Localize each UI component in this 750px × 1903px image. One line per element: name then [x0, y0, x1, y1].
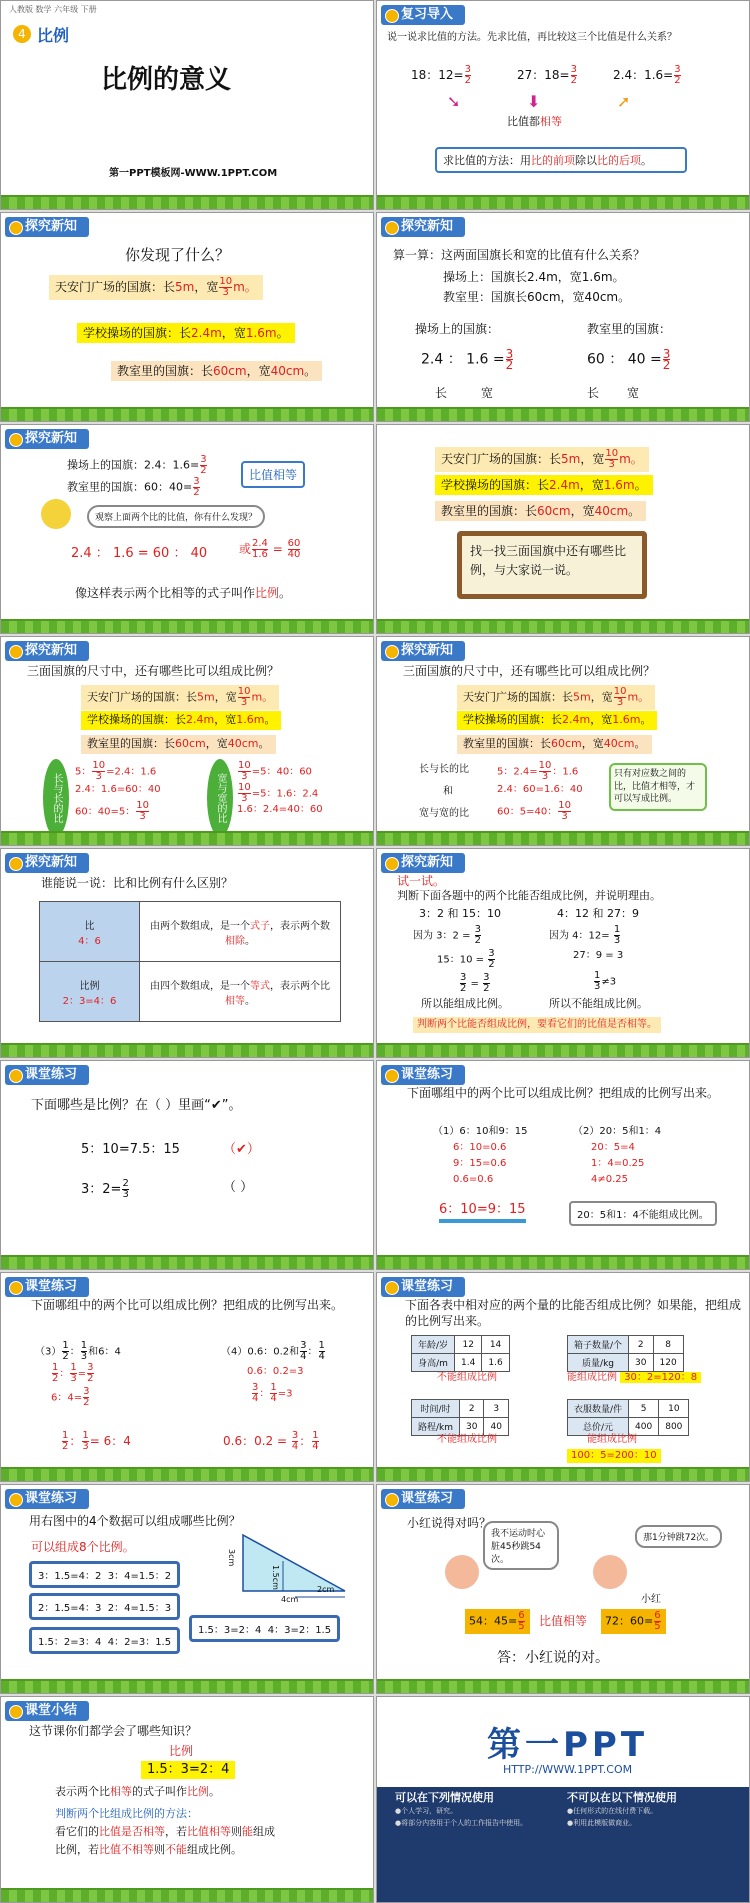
slide-header: 探究新知	[381, 641, 465, 661]
leaf-label-width: 宽与宽的比	[207, 759, 233, 837]
question: 判断下面各题中的两个比能否组成比例，并说明理由。	[397, 889, 661, 902]
slide-more-ratios: 探究新知 三面国旗的尺寸中，还有哪些比可以组成比例？ 天安门广场的国旗：长5m，宽 $\frac{10}{3}$ m。 学校操场的国旗：长2.4m，宽1.6m。 教室里的国旗：长60cm，宽40cm。 长与长的比 宽与宽的比 5： $\frac{10}{3}$ =2.4：1.6 2.4：1.6=60：40 60：40=5： $\frac{10}{3}$ $\frac{10}{3}$ =5：40：60 $\frac{10}{3}$ =5：1.6：2.4 1.6：2.4=40：60	[0, 636, 374, 846]
grass-decoration	[377, 1255, 749, 1269]
label-width: 宽	[627, 386, 640, 400]
eq2-frac: $\frac{3}{2}$	[570, 64, 577, 86]
slide-try: 探究新知 试一试。 判断下面各题中的两个比能否组成比例，并说明理由。 3：2 和 15：10 4：12 和 27：9 因为 3：2 = $\frac{3}{2}$ 15：10 = $\frac{3}{2}$ $\frac{3}{2}$ = $\frac{3}{2}$ 所以能组成比例。 因为 4：12= $\frac{1}{3}$ 27：9 = 3 $\frac{1}{3}$ ≠3 所以不能组成比例。 判断两个比能否组成比例，要看它们的比值是否相等。	[376, 848, 750, 1058]
arrow-icon: ➘	[447, 92, 461, 111]
slide-review: 复习导入 说一说求比值的方法。先求比值，再比较这三个比值是什么关系？ 18：12= $\frac{3}{2}$ 27：18= $\frac{3}{2}$ 2.4：1.6= $\frac{3}{2}$ ➘ ⬇ ➚ 比值都相等 求比值的方法：用比的前项除以比的后项。	[376, 0, 750, 210]
slide-header: 课堂练习	[381, 1065, 465, 1085]
flag-classroom: 教室里的国旗：长60cm，宽40cm。	[111, 361, 322, 381]
slide-header: 课堂练习	[5, 1277, 89, 1297]
slide-exercise-1: 课堂练习 下面哪些是比例？在（ ）里画“✔”。 5：10=7.5：15 （✔） 3：2= $\frac{2}{3}$ （ ）	[0, 1060, 374, 1270]
eq3: 2.4：1.6=	[613, 68, 674, 82]
summary: 像这样表示两个比相等的式子叫作	[75, 586, 256, 600]
eq1: 2.4 ： 1.6 =	[421, 351, 505, 368]
note-box: 求比值的方法：用比的前项除以比的后项。	[435, 147, 687, 173]
slide-header: 探究新知	[5, 217, 89, 237]
ratio-pair: 3：1.5=4：2 3：4=1.5：2	[29, 1561, 180, 1588]
ratio-pair: 1.5：2=3：4 4：2=3：1.5	[29, 1627, 180, 1654]
table-clothes-price: 衣服数量/件 5 10 总价/元 400 800	[567, 1399, 689, 1436]
slide-header: 探究新知	[381, 217, 465, 237]
check-answer[interactable]: （✔）	[223, 1142, 260, 1157]
grass-decoration	[1, 619, 373, 633]
grass-decoration	[1, 1888, 373, 1902]
question: 用右图中的4个数据可以组成哪些比例？	[29, 1514, 241, 1528]
slide-header: 探究新知	[381, 853, 465, 873]
line1: 操场上的国旗：2.4：1.6=	[67, 458, 200, 472]
proportion-frac: 或 $\frac{2.4}{1.6}$ = $\frac{60}{40}$	[239, 538, 301, 560]
slide-exercise-5: 课堂练习 用右图中的4个数据可以组成哪些比例？ 可以组成8个比例。 3：1.5=4：2 3：4=1.5：2 2：1.5=4：3 2：4=1.5：3 1.5：2=3：4 4：2=3：1.5 1.5：3=2：4 4：3=2：1.5 3cm 1.5cm 4cm 2cm	[0, 1484, 374, 1694]
flag-tiananmen: 天安门广场的国旗：长5m，宽 $\frac{10}{3}$ m。	[435, 447, 649, 472]
slide-header: 课堂小结	[5, 1701, 89, 1721]
girl-xiaohong-icon	[593, 1555, 627, 1589]
slide-flags	[0, 212, 374, 422]
grass-decoration	[1, 195, 373, 209]
breadcrumb: 人教版 数学 六年级 下册	[9, 5, 97, 14]
grass-decoration	[377, 1467, 749, 1481]
eq2: 60 ： 40 =	[587, 351, 662, 368]
question: 下面哪组中的两个比可以组成比例？把组成的比例写出来。	[407, 1086, 720, 1100]
ratio-pair: 2：1.5=4：3 2：4=1.5：3	[29, 1593, 180, 1620]
leaf-label-length: 长与长的比	[43, 759, 69, 837]
unit-number: 4	[13, 25, 31, 43]
wooden-board: 找一找三面国旗中还有哪些比例，与大家说一说。	[457, 531, 647, 599]
label-length: 长	[435, 386, 448, 400]
grass-decoration	[1, 1043, 373, 1057]
eq1: 18：12=	[411, 68, 464, 82]
slide-ratio-equal: 探究新知 操场上的国旗：2.4：1.6= $\frac{3}{2}$ 教室里的国旗：60：40= $\frac{3}{2}$ 比值相等 观察上面两个比的比值，你有什么发现？ 2.4 ： 1.6 = 60 ： 40 或 $\frac{2.4}{1.6}$ = $\frac{60}{40}$ 像这样表示两个比相等的式子叫作比例。	[0, 424, 374, 634]
answer-2: 20：5和1：4不能组成比例。	[569, 1201, 717, 1226]
question: 下面哪组中的两个比可以组成比例？把组成的比例写出来。	[31, 1298, 344, 1312]
flag-tiananmen: 天安门广场的国旗：长5m，宽 $\frac{10}{3}$ m。	[49, 275, 263, 300]
slide-header: 探究新知	[5, 429, 89, 449]
slide-summary: 课堂小结 这节课你们都学会了哪些知识？ 比例 1.5：3=2：4 表示两个比相等的式子叫作比例。 判断两个比组成比例的方法： 看它们的比值是否相等，若比值相等则能组成 比例，若比值不相等则不能组成比例。	[0, 1696, 374, 1903]
slide-header: 复习导入	[381, 5, 465, 25]
grass-decoration	[1, 1255, 373, 1269]
unit-name: 比例	[37, 26, 70, 45]
label-playground: 操场上的国旗：	[415, 322, 500, 336]
grass-decoration	[377, 831, 749, 845]
slide-title	[0, 0, 374, 210]
grass-decoration	[1, 1679, 373, 1693]
answer: 可以组成8个比例。	[31, 1540, 135, 1554]
grass-decoration	[377, 619, 749, 633]
question: 下面哪些是比例？在（ ）里画“✔”。	[31, 1098, 242, 1113]
table-box-mass: 箱子数量/个 2 8 质量/kg 30 120	[567, 1335, 684, 1372]
speech-bubble: 我不运动时心脏45秒跳54次。	[483, 1521, 559, 1570]
grass-decoration	[377, 195, 749, 209]
question: 你发现了什么？	[125, 246, 231, 264]
slide-exercise-2: 课堂练习 下面哪组中的两个比可以组成比例？把组成的比例写出来。 （1）6：10和9：15 （2）20：5和1：4 6：10=0.6 9：15=0.6 0.6=0.6 20：5=4 1：4=0.25 4≠0.25 6：10=9：15 20：5和1：4不能组成比例。	[376, 1060, 750, 1270]
line2: 教室里：国旗长60cm，宽40cm。	[443, 290, 631, 304]
slide-header: 课堂练习	[5, 1489, 89, 1509]
triangle-diagram	[233, 1525, 355, 1605]
grass-decoration	[377, 1679, 749, 1693]
label-classroom: 教室里的国旗：	[587, 322, 672, 336]
eq1-frac: $\frac{3}{2}$	[464, 64, 471, 86]
answer: 答：小红说的对。	[497, 1650, 609, 1666]
slide-exercise-4: 课堂练习 下面各表中相对应的两个量的比能否组成比例？如果能，把组成的比例写出来。 年龄/岁 12 14 身高/m 1.4 1.6 不能组成比例 箱子数量/个 2 8 质量/kg 30 120 能组成比例 30：2=120：8 时间/时 2 3 路程/km 30 40 不能组成比例 衣服数量/件 5 10 总价/元 400 800 能组成比例 100：5=200：10	[376, 1272, 750, 1482]
label-width: 宽	[481, 386, 494, 400]
question: 三面国旗的尺寸中，还有哪些比可以组成比例？	[27, 664, 280, 678]
table-time-distance: 时间/时 2 3 路程/km 30 40	[411, 1399, 509, 1436]
compare-table: 比 4：6 由两个数组成，是一个式子，表示两个数相除。 比例 2：3=4：6 由四个数组成，是一个等式，表示两个比相等。	[39, 901, 341, 1022]
flag-classroom: 教室里的国旗：长60cm，宽40cm。	[435, 501, 646, 521]
grass-decoration	[1, 407, 373, 421]
question: 小红说得对吗？	[407, 1516, 492, 1530]
question: 这节课你们都学会了哪些知识？	[29, 1724, 198, 1738]
grass-decoration	[1, 1467, 373, 1481]
eq2: 27：18=	[517, 68, 570, 82]
grass-decoration	[1, 831, 373, 845]
line2: 教室里的国旗：60：40=	[67, 480, 193, 494]
slide-header: 课堂练习	[5, 1065, 89, 1085]
girl-icon	[445, 1555, 479, 1589]
eq3-frac: $\frac{3}{2}$	[674, 64, 681, 86]
table-age-height: 年龄/岁 12 14 身高/m 1.4 1.6	[411, 1335, 510, 1372]
speech-bubble: 观察上面两个比的比值，你有什么发现？	[87, 505, 265, 528]
tag-equal: 比值相等	[241, 461, 305, 488]
logo: 第一PPT	[487, 1725, 649, 1765]
question: 算一算：这两面国旗长和宽的比值有什么关系？	[393, 248, 646, 262]
slide-footer	[376, 1696, 750, 1903]
answer-1: 6：10=9：15	[439, 1201, 526, 1223]
question: 说一说求比值的方法。先求比值，再比较这三个比值是什么关系？	[387, 32, 677, 43]
slide-header: 探究新知	[5, 853, 89, 873]
question: 下面各表中相对应的两个量的比能否组成比例？如果能，把组成的比例写出来。	[405, 1298, 742, 1329]
slide-find	[376, 424, 750, 634]
slide-compute: 探究新知 算一算：这两面国旗长和宽的比值有什么关系？ 操场上：国旗长2.4m，宽1.6m。 教室里：国旗长60cm，宽40cm。 操场上的国旗： 教室里的国旗： 2.4 ： 1.6 = $\frac{3}{2}$ 60 ： 40 = $\frac{3}{2}$ 长 宽 长 宽	[376, 212, 750, 422]
license-panel: 可以在下列情况使用 ●个人学习，研究。 ●将部分内容用于个人的工作报告中使用。 不可以在以下情况使用 ●任何形式的在线付费下载。 ●利用此模版做商业。	[377, 1787, 749, 1903]
question: 谁能说一说：比和比例有什么区别？	[41, 876, 234, 890]
try-label: 试一试。	[397, 874, 446, 888]
slide-exercise-6: 课堂练习 小红说得对吗？ 我不运动时心脏45秒跳54次。 那1分钟跳72次。 小红 54：45= $\frac{6}{5}$ 比值相等 72：60= $\frac{6}{5}$ 答：小红说的对。	[376, 1484, 750, 1694]
arrow-icon: ➚	[617, 92, 631, 111]
arrow-icon: ⬇	[527, 92, 541, 111]
proportion-eq: 2.4 ： 1.6 = 60 ： 40	[71, 546, 208, 561]
apple-mascot-icon	[41, 499, 71, 529]
slide-difference	[0, 848, 374, 1058]
slide-header: 课堂练习	[381, 1489, 465, 1509]
flag-school: 学校操场的国旗：长2.4m，宽1.6m。	[435, 475, 653, 495]
grass-decoration	[377, 407, 749, 421]
grass-decoration	[377, 1043, 749, 1057]
check-answer[interactable]: （ ）	[223, 1180, 254, 1195]
page-title: 比例的意义	[101, 65, 232, 95]
ratio-pair: 1.5：3=2：4 4：3=2：1.5	[189, 1615, 340, 1642]
line1: 操场上：国旗长2.4m，宽1.6m。	[443, 270, 625, 284]
hint-box: 只有对应数之间的比，比值才相等，才可以写成比例。	[609, 763, 707, 811]
slide-exercise-3: 课堂练习 下面哪组中的两个比可以组成比例？把组成的比例写出来。 （3） $\frac{1}{2}$ ： $\frac{1}{3}$ 和6：4 $\frac{1}{2}$ ： $\frac{1}{3}$ = $\frac{3}{2}$ 6：4= $\frac{3}{2}$ $\frac{1}{2}$ ： $\frac{1}{3}$ = 6：4 （4）0.6：0.2和 $\frac{3}{4}$ ： $\frac{1}{4}$ 0.6：0.2=3 $\frac{3}{4}$ ： $\frac{1}{4}$ =3 0.6：0.2 = $\frac{3}{4}$ ： $\frac{1}{4}$	[0, 1272, 374, 1482]
flag-school: 学校操场的国旗：长2.4m，宽1.6m。	[77, 323, 295, 343]
label-length: 长	[587, 386, 600, 400]
slide-header: 探究新知	[5, 641, 89, 661]
conclusion: 比值都	[507, 115, 540, 128]
url[interactable]: HTTP://WWW.1PPT.COM	[503, 1763, 633, 1776]
slide-header: 课堂练习	[381, 1277, 465, 1297]
slide-corresponding: 探究新知 三面国旗的尺寸中，还有哪些比可以组成比例？ 天安门广场的国旗：长5m，宽 $\frac{10}{3}$ m。 学校操场的国旗：长2.4m，宽1.6m。 教室里的国旗：长60cm，宽40cm。 长与长的比 和 宽与宽的比 5：2.4= $\frac{10}{3}$ ：1.6 2.4：60=1.6：40 60：5=40： $\frac{10}{3}$ 只有对应数之间的比，比值才相等，才可以写成比例。	[376, 636, 750, 846]
rule: 判断两个比能否组成比例，要看它们的比值是否相等。	[413, 1017, 661, 1033]
site-label: 第一PPT模板网-WWW.1PPT.COM	[109, 168, 278, 179]
speech-bubble: 那1分钟跳72次。	[635, 1525, 722, 1548]
